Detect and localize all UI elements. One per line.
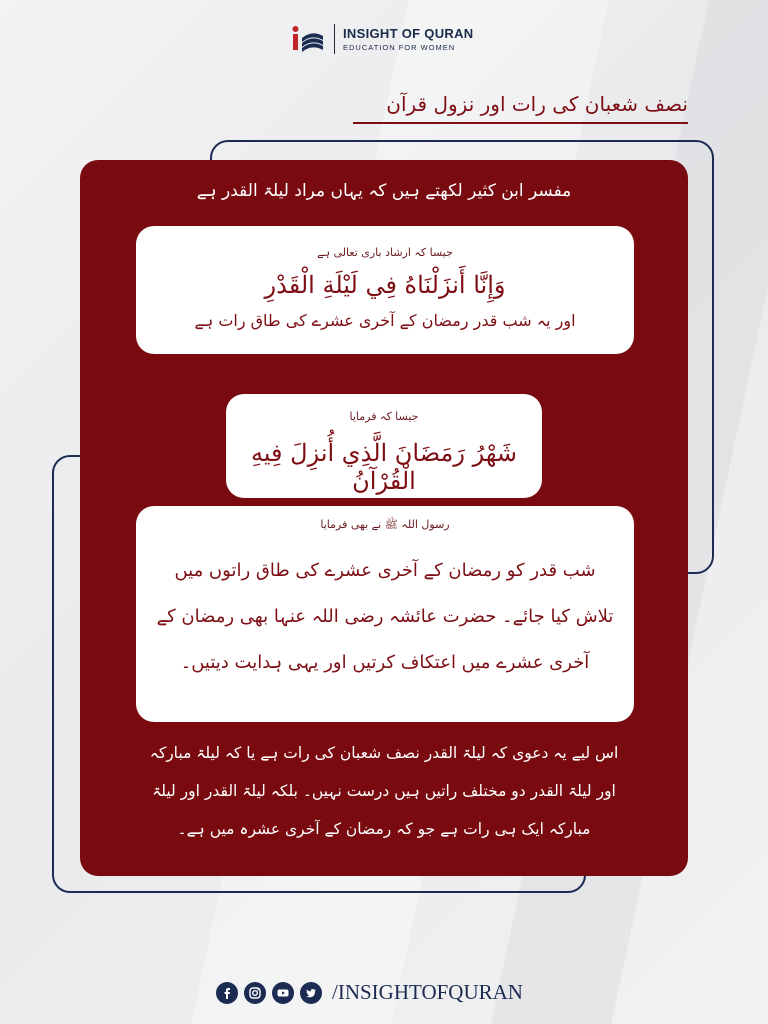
brand-tagline: EDUCATION FOR WOMEN (343, 43, 456, 52)
card3-line-3: آخری عشرے میں اعتکاف کرتیں اور یہی ہدایت دیتیں۔ (180, 652, 590, 673)
panel-heading: مفسر ابن کثیر لکھتے ہیں کہ یہاں مراد لیلۃ القدر ہے (196, 181, 572, 201)
card2-intro: جیسا کہ فرمایا (349, 410, 419, 423)
twitter-icon[interactable] (300, 982, 322, 1004)
card1-intro: جیسا کہ ارشاد باری تعالی ہے (317, 246, 453, 259)
hadith-card (136, 506, 634, 722)
conclusion-line-1: اس لیے یہ دعوی کہ لیلۃ القدر نصف شعبان کی رات ہے یا کہ لیلۃ مبارکہ (149, 744, 619, 762)
facebook-icon[interactable] (216, 982, 238, 1004)
quran-logo-icon (290, 24, 326, 54)
youtube-icon[interactable] (272, 982, 294, 1004)
conclusion-line-3: مبارکہ ایک ہی رات ہے جو کہ رمضان کے آخری عشرہ میں ہے۔ (177, 820, 591, 838)
brand-name: INSIGHT OF QURAN (343, 26, 474, 41)
conclusion-line-2: اور لیلۃ القدر دو مختلف راتیں ہیں درست نہیں۔ بلکہ لیلۃ القدر اور لیلۃ (152, 782, 616, 800)
verse-card-2 (226, 394, 542, 498)
verse-card-1 (136, 226, 634, 354)
card2-verse: شَهْرُ رَمَضَانَ الَّذِي أُنزِلَ فِيهِ الْقُرْآنُ (250, 439, 518, 495)
card3-line-2: تلاش کیا جائے۔ حضرت عائشہ رضی اللہ عنہا بھی رمضان کے (156, 606, 614, 627)
brand-logo (290, 22, 473, 56)
logo-divider (334, 24, 335, 54)
card3-intro: رسول اللہ ﷺ نے بھی فرمایا (320, 518, 450, 531)
conclusion-text (100, 734, 668, 848)
page-title: نصف شعبان کی رات اور نزول قرآن (386, 92, 688, 116)
card1-note: اور یہ شب قدر رمضان کے آخری عشرے کی طاق رات ہے (194, 311, 576, 330)
title-underline (353, 122, 688, 124)
card1-verse: وَإِنَّا أَنزَلْنَاهُ فِي لَيْلَةِ الْقَدْرِ (264, 271, 506, 299)
social-footer (216, 980, 523, 1005)
social-handle[interactable]: /INSIGHTOFQURAN (332, 980, 523, 1004)
content-panel (80, 160, 688, 876)
card3-line-1: شب قدر کو رمضان کے آخری عشرے کی طاق راتوں میں (174, 560, 596, 581)
instagram-icon[interactable] (244, 982, 266, 1004)
